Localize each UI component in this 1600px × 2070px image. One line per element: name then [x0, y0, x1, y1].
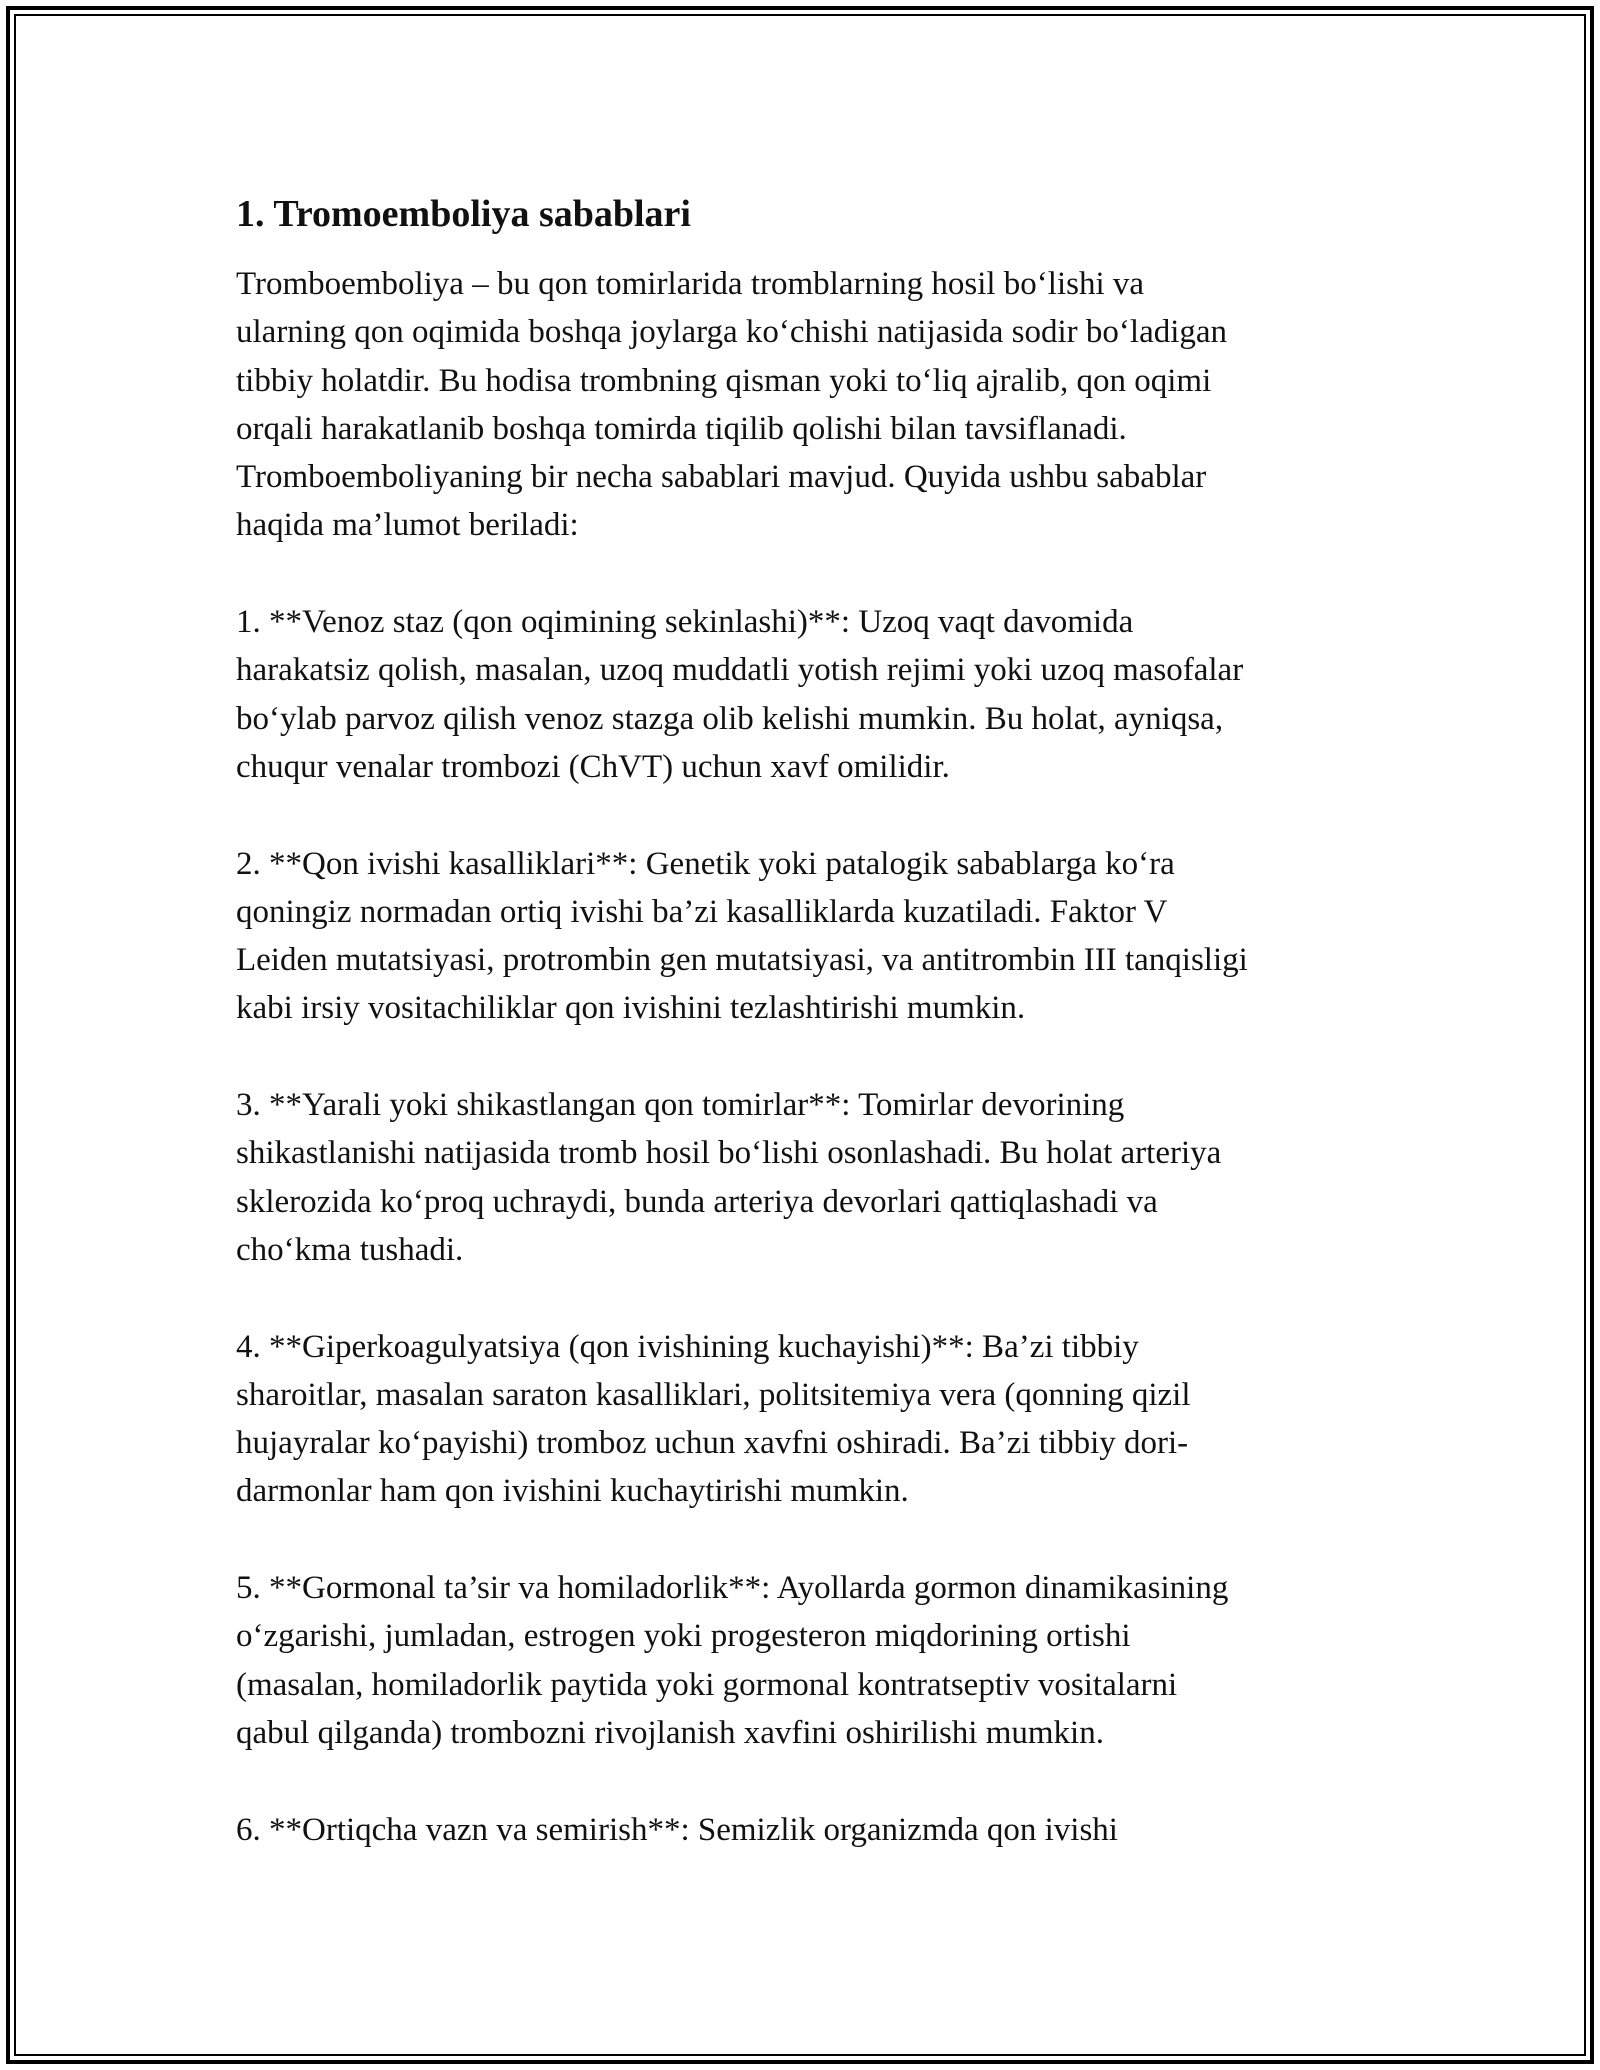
paragraph-line: sharoitlar, masalan saraton kasalliklari, politsitemiya vera (qonning qizil	[236, 1376, 1191, 1413]
paragraph-line: qabul qilganda) trombozni rivojlanish xavfini oshirilishi mumkin.	[236, 1714, 1104, 1751]
paragraph-line: chuqur venalar trombozi (ChVT) uchun xavf omilidir.	[236, 748, 950, 785]
intro-line: haqida ma’lumot beriladi:	[236, 507, 579, 544]
paragraph-line: cho‘kma tushadi.	[236, 1231, 464, 1268]
cause-paragraph-4	[236, 1323, 1396, 1516]
cause-paragraph-3	[236, 1081, 1396, 1274]
paragraph-line: (masalan, homiladorlik paytida yoki gormonal kontratseptiv vositalarni	[236, 1666, 1178, 1703]
paragraph-line: bo‘ylab parvoz qilish venoz stazga olib kelishi mumkin. Bu holat, ayniqsa,	[236, 700, 1224, 737]
paragraph-line: 5. **Gormonal ta’sir va homiladorlik**: Ayollarda gormon dinamikasining	[236, 1570, 1229, 1607]
paragraph-line: 1. **Venoz staz (qon oqimining sekinlashi)**: Uzoq vaqt davomida	[236, 604, 1134, 641]
intro-line: Tromboemboliyaning bir necha sabablari mavjud. Quyida ushbu sabablar	[236, 459, 1207, 496]
paragraph-line: 4. **Giperkoagulyatsiya (qon ivishining kuchayishi)**: Ba’zi tibbiy	[236, 1328, 1139, 1365]
document-heading: 1. Tromoemboliya sabablari	[236, 193, 691, 235]
paragraph-line: 2. **Qon ivishi kasalliklari**: Genetik yoki patalogik sabablarga ko‘ra	[236, 845, 1175, 882]
paragraph-line: Leiden mutatsiyasi, protrombin gen mutatsiyasi, va antitrombin III tanqisligi	[236, 942, 1248, 979]
paragraph-line: shikastlanishi natijasida tromb hosil bo‘lishi osonlashadi. Bu holat arteriya	[236, 1135, 1222, 1172]
paragraph-line: kabi irsiy vositachiliklar qon ivishini tezlashtirishi mumkin.	[236, 990, 1026, 1027]
document-body	[236, 184, 1396, 1854]
cause-paragraph-6	[236, 1806, 1396, 1854]
intro-line: orqali harakatlanib boshqa tomirda tiqilib qolishi bilan tavsiflanadi.	[236, 410, 1127, 447]
intro-line: tibbiy holatdir. Bu hodisa trombning qisman yoki to‘liq ajralib, qon oqimi	[236, 362, 1212, 399]
paragraph-line: hujayralar ko‘payishi) tromboz uchun xavfni oshiradi. Ba’zi tibbiy dori-	[236, 1425, 1189, 1462]
intro-line: Tromboemboliya – bu qon tomirlarida tromblarning hosil bo‘lishi va	[236, 266, 1145, 302]
paragraph-line: 6. **Ortiqcha vazn va semirish**: Semizlik organizmda qon ivishi	[236, 1811, 1118, 1848]
cause-paragraph-2	[236, 840, 1396, 1033]
paragraph-line: qoningiz normadan ortiq ivishi ba’zi kasalliklarda kuzatiladi. Faktor V	[236, 893, 1168, 930]
intro-paragraph	[236, 260, 1396, 550]
intro-line: ularning qon oqimida boshqa joylarga ko‘chishi natijasida sodir bo‘ladigan	[236, 314, 1228, 351]
cause-paragraph-5	[236, 1564, 1396, 1757]
paragraph-line: 3. **Yarali yoki shikastlangan qon tomirlar**: Tomirlar devorining	[236, 1087, 1125, 1124]
paragraph-line: darmonlar ham qon ivishini kuchaytirishi mumkin.	[236, 1473, 909, 1510]
paragraph-line: o‘zgarishi, jumladan, estrogen yoki progesteron miqdorining ortishi	[236, 1618, 1131, 1655]
paragraph-line: harakatsiz qolish, masalan, uzoq muddatli yotish rejimi yoki uzoq masofalar	[236, 652, 1244, 689]
paragraph-line: sklerozida ko‘proq uchraydi, bunda arteriya devorlari qattiqlashadi va	[236, 1183, 1158, 1220]
cause-paragraph-1	[236, 598, 1396, 791]
